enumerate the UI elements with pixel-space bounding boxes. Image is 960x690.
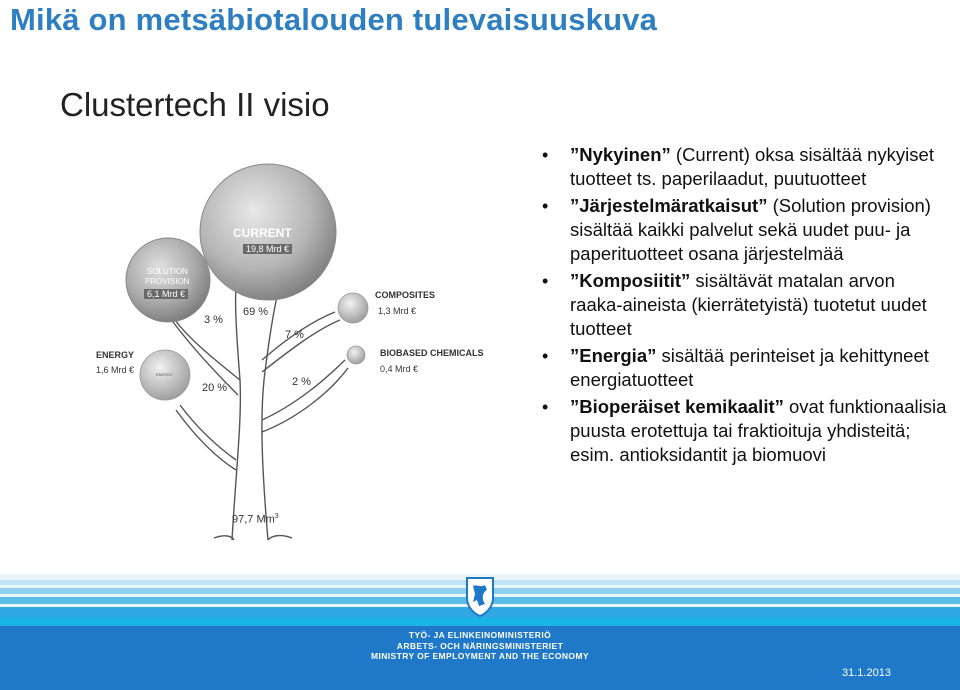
bullet-composites — [540, 269, 950, 341]
pct-3: 3 % — [204, 314, 223, 326]
bullet-solution-term: ”Järjestelmäratkaisut” — [570, 195, 768, 216]
lion-emblem-icon — [467, 578, 493, 616]
slide-title: Mikä on metsäbiotalouden tulevaisuuskuva — [10, 2, 658, 37]
bullet-solution — [540, 194, 950, 266]
volume-unit-sup: 3 — [274, 513, 279, 520]
bullet-composites-term: ”Komposiitit” — [570, 270, 691, 291]
energy-value: 1,6 Mrd € — [96, 365, 135, 375]
ministry-name-fi: TYÖ- JA ELINKEINOMINISTERIÖ — [408, 630, 552, 640]
current-label: CURRENT — [233, 226, 292, 240]
current-value: 19,8 Mrd € — [243, 244, 292, 254]
energy-small-label: ENERGY — [156, 372, 173, 377]
tree-diagram — [0, 0, 540, 570]
bullet-current — [540, 143, 950, 191]
bullet-energy — [540, 344, 950, 392]
composites-label: COMPOSITES — [375, 290, 436, 300]
bullet-energy-text: sisältää perinteiset ja kehittyneet energiatuotteet — [570, 345, 929, 390]
bullet-solution-text: (Solution provision) sisältää kaikki palvelut sekä uudet puu- ja paperituotteet osana järjestelmää — [570, 195, 931, 264]
bullet-biochemicals — [540, 395, 950, 467]
composites-value: 1,3 Mrd € — [378, 306, 417, 316]
bullet-energy-term: ”Energia” — [570, 345, 657, 366]
pct-20: 20 % — [202, 382, 228, 394]
bullet-composites-text: sisältävät matalan arvon raaka-aineista (kierrätetyistä) tuotetut uudet tuotteet — [570, 270, 927, 339]
biobased-circle — [347, 346, 365, 364]
composites-circle — [338, 293, 368, 323]
slide-date: 31.1.2013 — [842, 667, 891, 679]
pct-69: 69 % — [243, 306, 269, 318]
pct-7: 7 % — [285, 329, 304, 341]
ministry-name — [330, 630, 630, 662]
solution-value: 6,1 Mrd € — [144, 289, 188, 299]
tree-trunk — [170, 290, 348, 540]
volume-label — [232, 513, 279, 526]
pct-2: 2 % — [292, 376, 311, 388]
bullet-list — [540, 143, 950, 470]
bullet-biochemicals-term: ”Bioperäiset kemikaalit” — [570, 396, 784, 417]
energy-label: ENERGY — [96, 350, 135, 360]
slide-subtitle: Clustertech II visio — [60, 86, 330, 123]
bullet-biochemicals-text: ovat funktionaalisia puusta erotettuja tai fraktioituja yhdisteitä; esim. antioksidantit ja biomuovi — [570, 396, 947, 465]
bullet-current-term: ”Nykyinen” — [570, 144, 671, 165]
bullet-current-text: (Current) oksa sisältää nykyiset tuotteet ts. paperilaadut, puutuotteet — [570, 144, 934, 189]
biobased-value: 0,4 Mrd € — [380, 364, 419, 374]
solution-label-line1: SOLUTION — [147, 267, 188, 276]
solution-label-line2: PROVISION — [145, 277, 190, 286]
biobased-label: BIOBASED CHEMICALS — [380, 348, 484, 358]
volume-value: 97,7 Mm — [232, 513, 275, 526]
ministry-name-sv: ARBETS- OCH NÄRINGSMINISTERIET — [396, 640, 564, 651]
ministry-name-en: MINISTRY OF EMPLOYMENT AND THE ECONOMY — [371, 651, 589, 661]
